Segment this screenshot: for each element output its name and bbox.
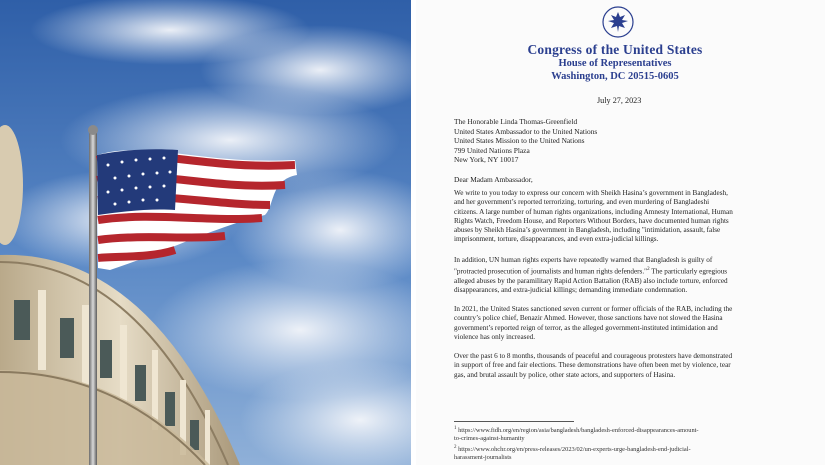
- paragraph-1: [454, 189, 733, 245]
- footnote-ref: 2: [647, 267, 650, 273]
- quote-tail: The particularly egregious: [649, 267, 728, 276]
- text-line: In addition, UN human rights experts have repeatedly warned that Bangladesh is guilty of: [454, 256, 713, 264]
- text-line: imprisonment, torture, disappearances, and even extra-judicial killings.: [454, 235, 659, 244]
- letterhead-address: Washington, DC 20515-0605: [551, 71, 679, 82]
- text-line: citizens. A large number of human rights organizations, including Amnesty International, Human: [454, 207, 733, 216]
- text-line: government’s reported reign of terror, as the alleged government-instituted intimidation and: [454, 323, 718, 332]
- text-line: disappearances, and extra-judicial killings; demanding immediate condemnation.: [454, 286, 688, 295]
- capitol-flag-photo: [0, 0, 411, 465]
- text-line: alleged abuses by the paramilitary Rapid Action Battalion (RAB) also include torture, enforced: [454, 276, 728, 285]
- footnote-link[interactable]: https://www.fidh.org/en/region/asia/bangladesh/bangladesh-enforced-disappearances-amount-: [458, 427, 699, 435]
- text-line: country’s police chief, Benazir Ahmed. However, those sanctions have not slowed the Hasina: [454, 314, 723, 323]
- house-seal-eagle-icon: [601, 6, 635, 38]
- recipient-line: United States Ambassador to the United Nations: [454, 126, 598, 136]
- paragraph-2: [454, 256, 728, 296]
- footnote-mark: 1: [454, 426, 457, 431]
- recipient-line: The Honorable Linda Thomas-Greenfield: [454, 117, 578, 126]
- text-line: violence has only increased.: [454, 332, 536, 341]
- footnote-rule: [454, 421, 574, 422]
- text-line: [454, 265, 728, 277]
- recipient-line: New York, NY 10017: [454, 155, 519, 164]
- letter-date: July 27, 2023: [597, 96, 642, 105]
- footnote-mark: 2: [454, 445, 457, 450]
- salutation: Dear Madam Ambassador,: [454, 175, 533, 184]
- footnote-1: [454, 425, 699, 443]
- footnote-2: [454, 444, 691, 462]
- text-line: in support of free and fair elections. These demonstrations have often been met by violence, tear: [454, 361, 731, 370]
- text-line: We write to you today to express our concern with Sheikh Hasina’s government in Bangladesh,: [454, 189, 728, 197]
- recipient-line: United States Mission to the United Nations: [454, 136, 585, 145]
- text-line: abuses by Sheikh Hasina’s government in Bangladesh, including "intimidation, assault, false: [454, 226, 721, 235]
- footnote-link-cont[interactable]: harassment-journalists: [454, 454, 512, 462]
- quote-text: "protracted prosecution of journalists and human rights defenders.": [454, 267, 648, 276]
- paragraph-3: [454, 305, 732, 342]
- text-line: Rights Watch, Freedom House, and Reporters Without Borders, have documented human rights: [454, 216, 729, 225]
- paragraph-4: [454, 352, 732, 380]
- photo-scene: [0, 0, 411, 465]
- letterhead-title: Congress of the United States: [527, 42, 703, 57]
- text-line: and her government’s reported terrorizing, torturing, and even murdering of Bangladeshi: [454, 198, 710, 207]
- text-line: Over the past 6 to 8 months, thousands of peaceful and courageous protesters have demonstrated: [454, 352, 733, 360]
- recipient-address: [454, 117, 597, 165]
- footnote-link-cont[interactable]: to-crimes-against-humanity: [454, 435, 525, 443]
- text-line: gas, and brutal assault by police, other state actors, and supporters of Hasina.: [454, 370, 676, 379]
- recipient-line: 799 United Nations Plaza: [454, 145, 530, 155]
- footnote-link[interactable]: https://www.ohchr.org/en/press-releases/2023/02/un-experts-urge-bangladesh-end-judicial-: [458, 446, 691, 454]
- text-line: In 2021, the United States sanctioned seven current or former officials of the RAB, including the: [454, 305, 733, 313]
- letterhead-house: House of Representatives: [558, 58, 672, 69]
